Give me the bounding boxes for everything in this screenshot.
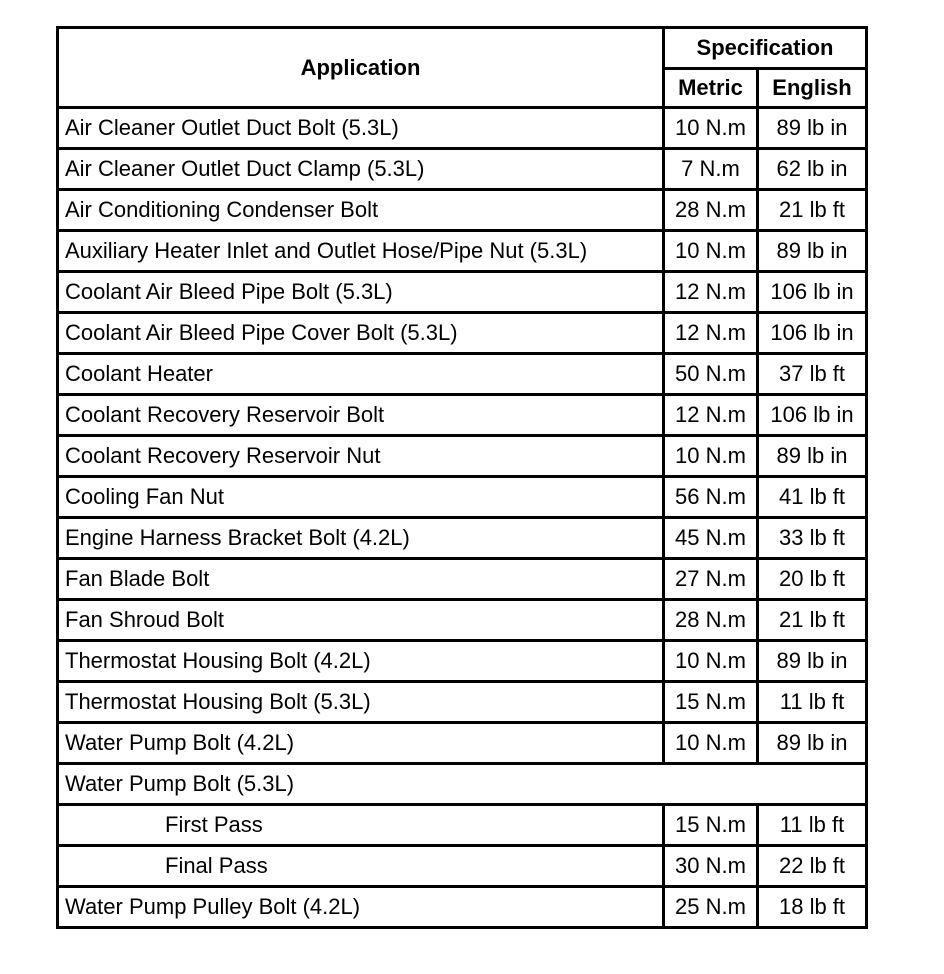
table-row	[58, 395, 867, 436]
english-value-cell: 11 lb ft	[758, 682, 867, 723]
application-cell: Thermostat Housing Bolt (5.3L)	[58, 682, 664, 723]
english-value-cell: 37 lb ft	[758, 354, 867, 395]
application-cell: Water Pump Pulley Bolt (4.2L)	[58, 887, 664, 928]
application-cell: Coolant Recovery Reservoir Bolt	[58, 395, 664, 436]
english-value-cell: 41 lb ft	[758, 477, 867, 518]
english-value-cell: 11 lb ft	[758, 805, 867, 846]
table-row	[58, 723, 867, 764]
table-row	[58, 231, 867, 272]
application-cell: Fan Shroud Bolt	[58, 600, 664, 641]
metric-value-cell: 15 N.m	[664, 805, 758, 846]
table-row	[58, 272, 867, 313]
application-cell: Air Conditioning Condenser Bolt	[58, 190, 664, 231]
application-cell: Final Pass	[58, 846, 664, 887]
metric-value-cell: 10 N.m	[664, 723, 758, 764]
table-row	[58, 559, 867, 600]
metric-value-cell: 28 N.m	[664, 600, 758, 641]
english-value-cell: 89 lb in	[758, 723, 867, 764]
application-cell: Coolant Air Bleed Pipe Bolt (5.3L)	[58, 272, 664, 313]
english-value-cell: 106 lb in	[758, 313, 867, 354]
table-header	[58, 28, 867, 108]
application-cell: Thermostat Housing Bolt (4.2L)	[58, 641, 664, 682]
specification-column-header: Specification	[664, 28, 867, 69]
metric-value-cell: 10 N.m	[664, 231, 758, 272]
table-row	[58, 518, 867, 559]
metric-column-header: Metric	[664, 69, 758, 108]
section-label-cell: Water Pump Bolt (5.3L)	[58, 764, 867, 805]
table-row	[58, 354, 867, 395]
table-row	[58, 846, 867, 887]
metric-value-cell: 7 N.m	[664, 149, 758, 190]
metric-value-cell: 56 N.m	[664, 477, 758, 518]
english-value-cell: 89 lb in	[758, 436, 867, 477]
english-value-cell: 21 lb ft	[758, 190, 867, 231]
english-value-cell: 22 lb ft	[758, 846, 867, 887]
metric-value-cell: 25 N.m	[664, 887, 758, 928]
application-cell: Auxiliary Heater Inlet and Outlet Hose/Pipe Nut (5.3L)	[58, 231, 664, 272]
metric-value-cell: 30 N.m	[664, 846, 758, 887]
english-value-cell: 18 lb ft	[758, 887, 867, 928]
metric-value-cell: 10 N.m	[664, 436, 758, 477]
table-row	[58, 682, 867, 723]
application-cell: Water Pump Bolt (4.2L)	[58, 723, 664, 764]
english-value-cell: 89 lb in	[758, 231, 867, 272]
metric-value-cell: 45 N.m	[664, 518, 758, 559]
metric-value-cell: 10 N.m	[664, 641, 758, 682]
english-value-cell: 106 lb in	[758, 395, 867, 436]
metric-value-cell: 10 N.m	[664, 108, 758, 149]
metric-value-cell: 12 N.m	[664, 395, 758, 436]
application-cell: Cooling Fan Nut	[58, 477, 664, 518]
torque-specification-table	[56, 26, 868, 929]
metric-value-cell: 12 N.m	[664, 272, 758, 313]
english-value-cell: 62 lb in	[758, 149, 867, 190]
table-row	[58, 805, 867, 846]
table-row	[58, 108, 867, 149]
application-cell: Fan Blade Bolt	[58, 559, 664, 600]
metric-value-cell: 27 N.m	[664, 559, 758, 600]
table-row	[58, 313, 867, 354]
metric-value-cell: 12 N.m	[664, 313, 758, 354]
application-cell: Engine Harness Bracket Bolt (4.2L)	[58, 518, 664, 559]
application-cell: First Pass	[58, 805, 664, 846]
table-row	[58, 600, 867, 641]
header-row-top	[58, 28, 867, 69]
application-cell: Coolant Heater	[58, 354, 664, 395]
application-column-header: Application	[58, 28, 664, 108]
english-column-header: English	[758, 69, 867, 108]
english-value-cell: 20 lb ft	[758, 559, 867, 600]
application-cell: Coolant Air Bleed Pipe Cover Bolt (5.3L)	[58, 313, 664, 354]
metric-value-cell: 28 N.m	[664, 190, 758, 231]
table-row	[58, 436, 867, 477]
english-value-cell: 89 lb in	[758, 641, 867, 682]
application-cell: Air Cleaner Outlet Duct Clamp (5.3L)	[58, 149, 664, 190]
table-row	[58, 477, 867, 518]
metric-value-cell: 50 N.m	[664, 354, 758, 395]
metric-value-cell: 15 N.m	[664, 682, 758, 723]
english-value-cell: 33 lb ft	[758, 518, 867, 559]
english-value-cell: 106 lb in	[758, 272, 867, 313]
table-body	[58, 108, 867, 928]
application-cell: Air Cleaner Outlet Duct Bolt (5.3L)	[58, 108, 664, 149]
table-row	[58, 887, 867, 928]
english-value-cell: 89 lb in	[758, 108, 867, 149]
table-row	[58, 149, 867, 190]
table-row	[58, 641, 867, 682]
english-value-cell: 21 lb ft	[758, 600, 867, 641]
application-cell: Coolant Recovery Reservoir Nut	[58, 436, 664, 477]
table-row	[58, 190, 867, 231]
table-section-row	[58, 764, 867, 805]
